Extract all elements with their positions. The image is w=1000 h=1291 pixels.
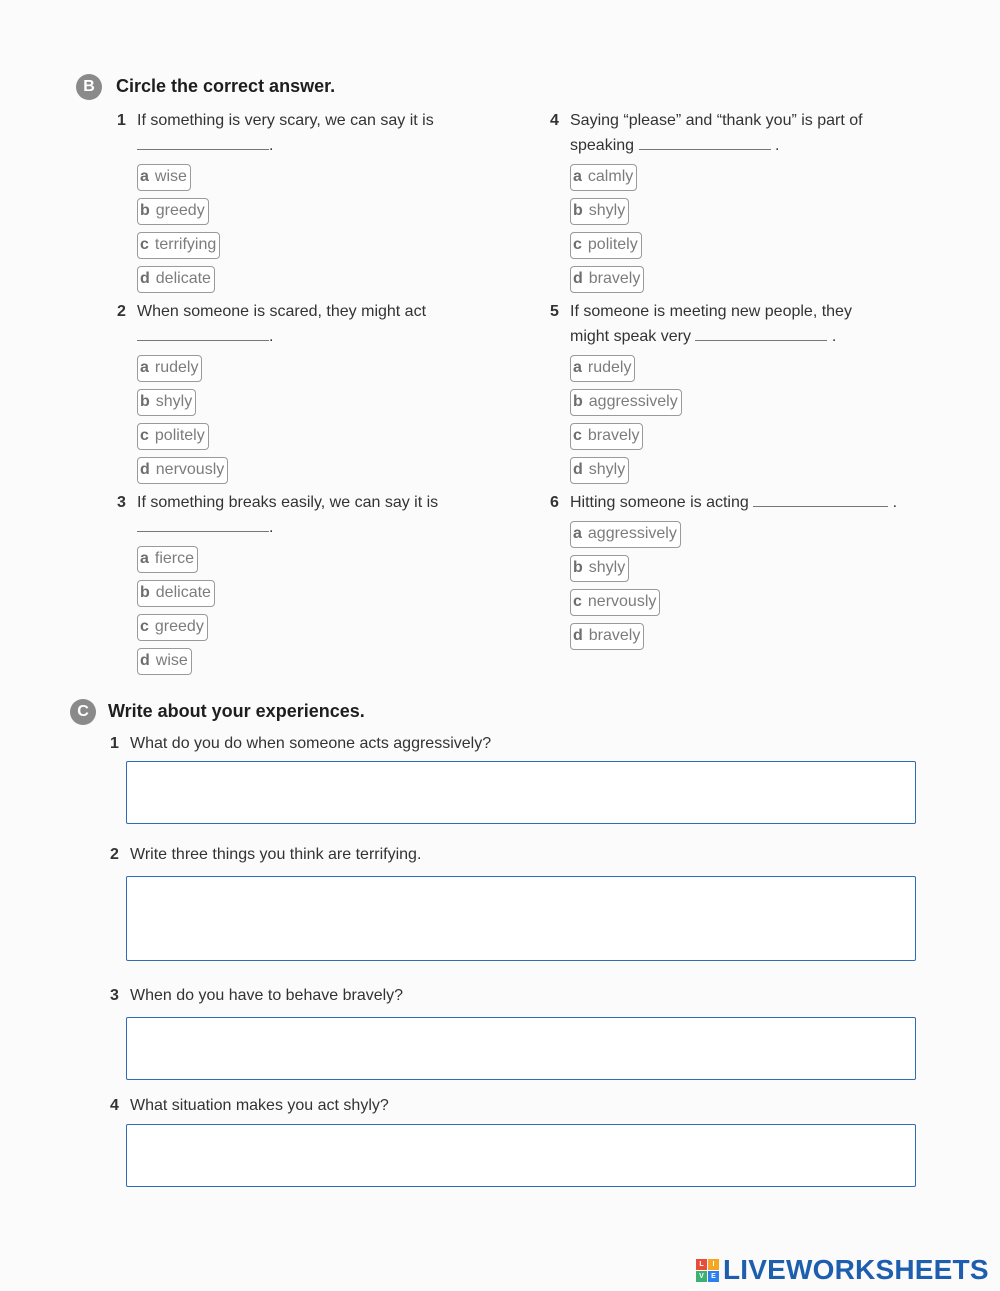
option-letter: d	[573, 627, 583, 644]
question-text: When someone is scared, they might act	[137, 303, 427, 320]
option-text: bravely	[587, 427, 640, 444]
write-question-3	[110, 987, 403, 1005]
option-text: bravely	[588, 627, 641, 644]
option-letter: d	[140, 270, 150, 287]
option-letter: c	[140, 236, 149, 253]
option-letter: b	[573, 393, 583, 410]
option-letter: a	[140, 359, 149, 376]
question-number: 4	[550, 112, 559, 129]
option-letter: d	[573, 461, 583, 478]
answer-box-3[interactable]	[126, 1017, 916, 1080]
write-question-2	[110, 846, 421, 864]
option-text: wise	[155, 652, 188, 669]
blank-suffix: .	[892, 494, 898, 511]
question-number: 3	[117, 494, 126, 511]
option-letter: a	[140, 550, 149, 567]
option-d[interactable]	[137, 266, 215, 293]
option-c[interactable]	[137, 232, 220, 259]
option-letter: b	[573, 202, 583, 219]
answer-box-4[interactable]	[126, 1124, 916, 1187]
blank-suffix: .	[774, 137, 780, 154]
question-2	[117, 299, 487, 491]
logo-block: E	[708, 1271, 719, 1282]
logo-block: I	[708, 1259, 719, 1270]
option-letter: a	[573, 168, 582, 185]
option-letter: c	[573, 427, 582, 444]
question-1	[117, 108, 487, 300]
option-text: delicate	[155, 584, 211, 601]
option-a[interactable]	[137, 164, 191, 191]
option-b[interactable]	[137, 198, 209, 225]
option-b[interactable]	[570, 389, 682, 416]
option-letter: d	[140, 461, 150, 478]
blank-suffix: .	[831, 328, 837, 345]
logo-block: V	[696, 1271, 707, 1282]
answer-blank	[639, 137, 771, 150]
write-question-1	[110, 735, 491, 753]
answer-blank	[695, 328, 827, 341]
option-c[interactable]	[570, 589, 660, 616]
answer-blank	[137, 137, 269, 150]
option-text: politely	[587, 236, 638, 253]
option-letter: a	[573, 525, 582, 542]
liveworksheets-logo	[696, 1255, 989, 1285]
option-text: aggressively	[587, 525, 677, 542]
logo-block: L	[696, 1259, 707, 1270]
question-6	[550, 490, 920, 657]
option-c[interactable]	[137, 614, 208, 641]
option-letter: c	[573, 236, 582, 253]
option-b[interactable]	[137, 389, 196, 416]
option-text: aggressively	[588, 393, 678, 410]
option-text: wise	[154, 168, 187, 185]
blank-suffix: .	[269, 328, 274, 345]
option-letter: a	[573, 359, 582, 376]
question-text: If something is very scary, we can say it is	[137, 112, 434, 129]
option-a[interactable]	[570, 164, 637, 191]
option-text: rudely	[154, 359, 199, 376]
option-c[interactable]	[570, 232, 642, 259]
section-c-badge: C	[70, 699, 96, 725]
option-letter: b	[140, 393, 150, 410]
option-a[interactable]	[137, 546, 198, 573]
option-letter: c	[140, 427, 149, 444]
option-letter: b	[140, 202, 150, 219]
question-text: When do you have to behave bravely?	[130, 987, 404, 1004]
question-text: If someone is meeting new people, they	[570, 303, 852, 320]
question-5	[550, 299, 920, 491]
option-text: shyly	[155, 393, 193, 410]
option-text: nervously	[587, 593, 657, 610]
question-number: 1	[110, 735, 119, 752]
option-text: greedy	[155, 202, 205, 219]
option-letter: d	[573, 270, 583, 287]
section-b-title: Circle the correct answer.	[116, 76, 336, 96]
option-letter: d	[140, 652, 150, 669]
option-text: terrifying	[154, 236, 217, 253]
option-text: shyly	[588, 461, 626, 478]
option-b[interactable]	[137, 580, 215, 607]
option-text: rudely	[587, 359, 632, 376]
option-text: shyly	[588, 202, 626, 219]
question-text: What situation makes you act shyly?	[130, 1097, 389, 1114]
answer-box-1[interactable]	[126, 761, 916, 824]
question-number: 1	[117, 112, 126, 129]
option-d[interactable]	[137, 648, 192, 675]
option-letter: b	[140, 584, 150, 601]
option-text: fierce	[154, 550, 195, 567]
option-a[interactable]	[570, 521, 681, 548]
option-text: nervously	[155, 461, 225, 478]
section-c-title: Write about your experiences.	[108, 701, 365, 721]
section-b-badge: B	[76, 74, 102, 100]
answer-blank	[137, 328, 269, 341]
question-text: Saying “please” and “thank you” is part of	[570, 112, 863, 129]
option-d[interactable]	[137, 457, 228, 484]
option-a[interactable]	[570, 355, 635, 382]
option-text: greedy	[154, 618, 204, 635]
logo-blocks-icon	[696, 1259, 719, 1282]
question-text-cont: might speak very	[570, 328, 691, 345]
question-text: What do you do when someone acts aggressively?	[130, 735, 492, 752]
answer-blank	[753, 494, 888, 507]
question-4	[550, 108, 920, 300]
brand-name: LIVEWORKSHEETS	[723, 1254, 989, 1285]
option-letter: c	[140, 618, 149, 635]
answer-box-2[interactable]	[126, 876, 916, 961]
option-text: politely	[154, 427, 205, 444]
question-text-cont: speaking	[570, 137, 635, 154]
option-text: shyly	[588, 559, 626, 576]
question-number: 4	[110, 1097, 119, 1114]
question-3	[117, 490, 487, 682]
blank-suffix: .	[269, 137, 274, 154]
blank-suffix: .	[269, 519, 274, 536]
option-letter: c	[573, 593, 582, 610]
question-text: If something breaks easily, we can say it is	[137, 494, 439, 511]
option-d[interactable]	[570, 623, 644, 650]
option-d[interactable]	[570, 266, 644, 293]
option-c[interactable]	[137, 423, 209, 450]
question-number: 2	[117, 303, 126, 320]
option-d[interactable]	[570, 457, 629, 484]
write-question-4	[110, 1097, 389, 1115]
option-c[interactable]	[570, 423, 643, 450]
answer-blank	[137, 519, 269, 532]
option-b[interactable]	[570, 555, 629, 582]
option-letter: b	[573, 559, 583, 576]
question-number: 6	[550, 494, 559, 511]
option-text: calmly	[587, 168, 634, 185]
option-text: delicate	[155, 270, 211, 287]
question-number: 5	[550, 303, 559, 320]
question-text: Hitting someone is acting	[570, 494, 749, 511]
option-a[interactable]	[137, 355, 202, 382]
question-number: 2	[110, 846, 119, 863]
question-text: Write three things you think are terrifying.	[130, 846, 422, 863]
option-text: bravely	[588, 270, 641, 287]
option-letter: a	[140, 168, 149, 185]
question-number: 3	[110, 987, 119, 1004]
option-b[interactable]	[570, 198, 629, 225]
